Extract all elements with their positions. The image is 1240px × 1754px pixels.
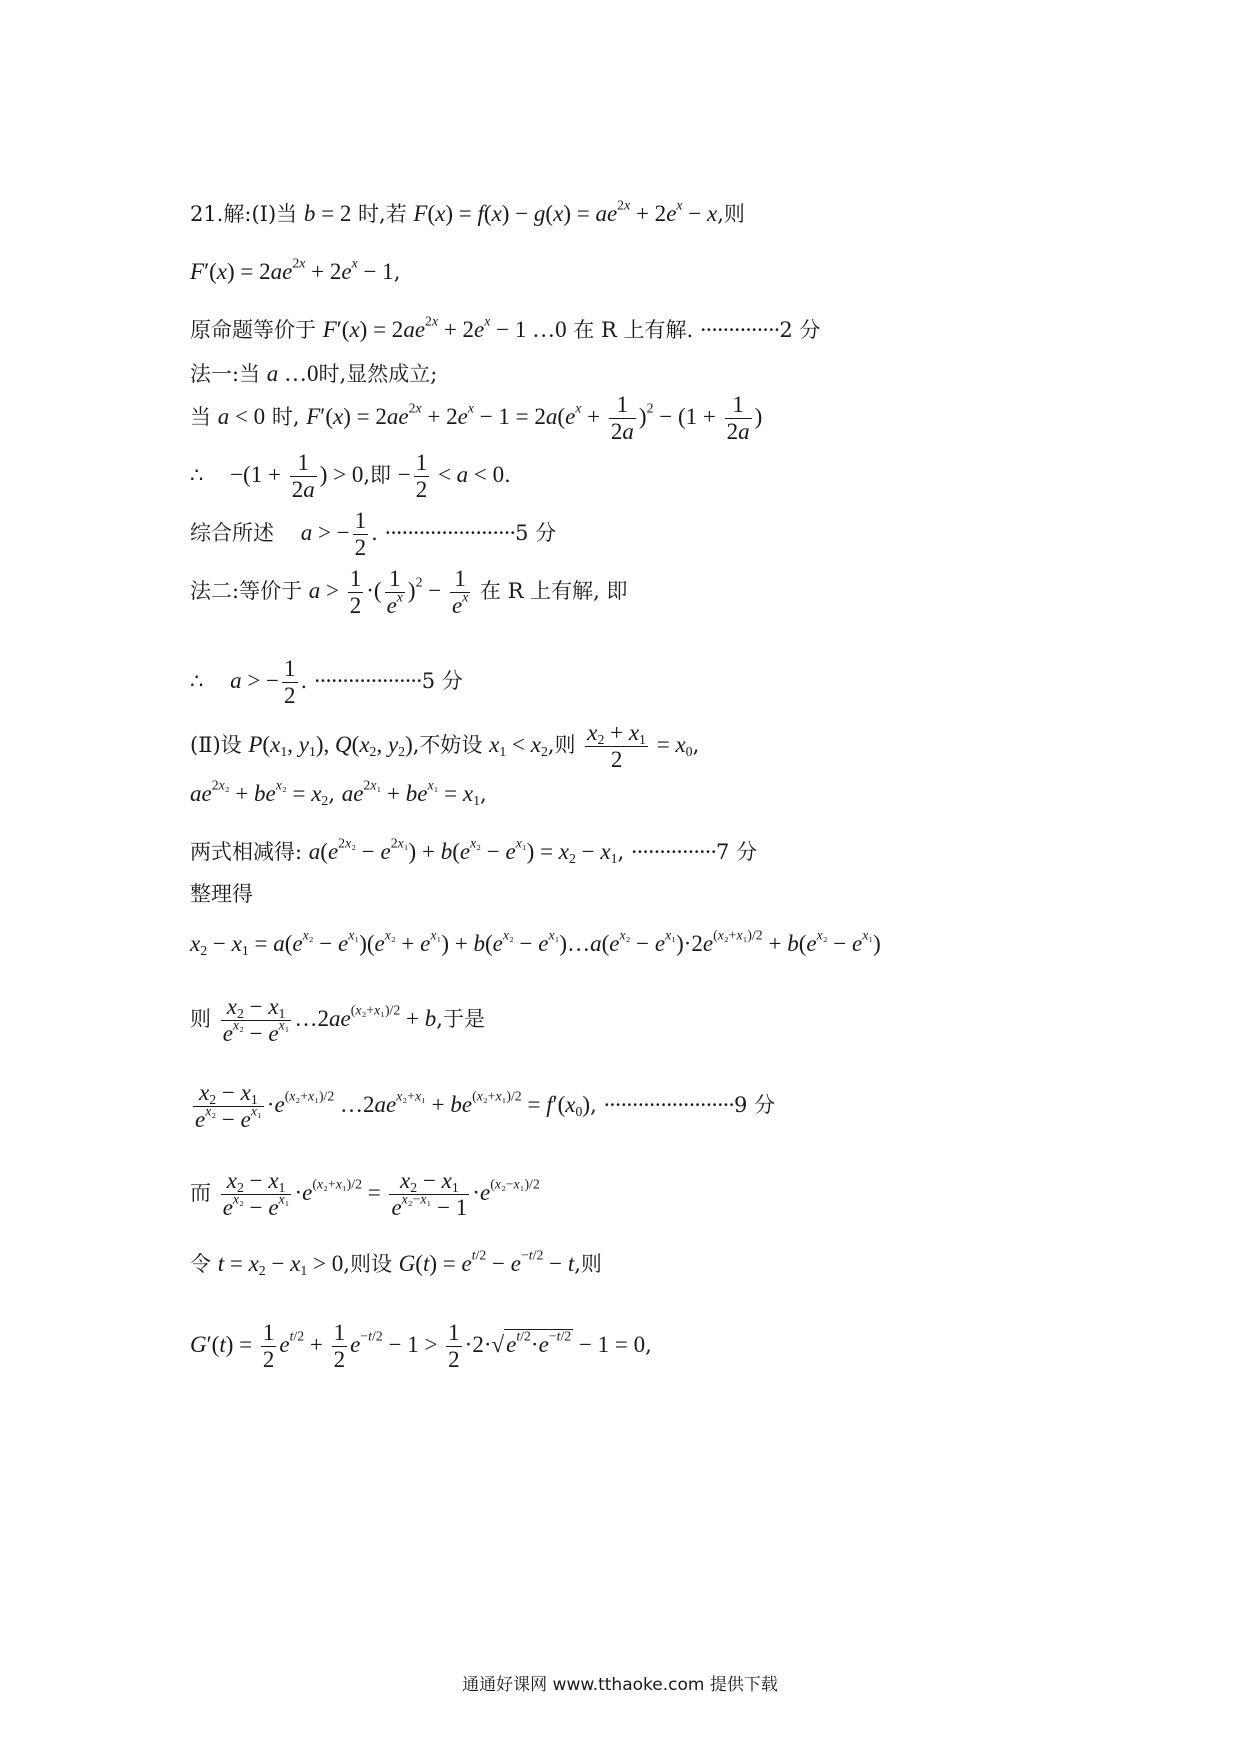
formula-a-geq-0: a …0 [266, 361, 319, 386]
line-subtract [190, 835, 758, 867]
score-leader: ······················· [384, 521, 516, 546]
line-arrange [190, 882, 253, 907]
formula-x1-lt-x2: $x_1 < x_2$ [489, 732, 548, 760]
text-comma: , [328, 782, 335, 806]
text-then: 则 [723, 202, 745, 226]
text-if: 若 [385, 202, 407, 226]
text-comma: , [645, 1333, 652, 1358]
text-comma: , [590, 1093, 597, 1118]
text-period: . [504, 463, 511, 488]
line-part2-intro [190, 720, 699, 774]
text-on-R: 在 R 上有解. [573, 318, 694, 342]
text-comma: , [436, 1007, 443, 1032]
solve-label: 解: [223, 202, 252, 226]
text-let: 令 [190, 1252, 211, 1276]
line-while [190, 1168, 540, 1222]
text-has-solution: 在 R 上有解, 即 [480, 579, 628, 604]
text-set: 设 [220, 733, 242, 758]
page-footer: 通通好课网 www.tthaoke.com 提供下载 [462, 1675, 778, 1695]
text-method2-prefix: 法二:等价于 [190, 579, 303, 604]
formula-condition: −(1 + $\frac{1}{2a}$ ) > 0 [230, 450, 364, 503]
text-time: 时, [271, 405, 300, 430]
line-part1-intro [190, 197, 745, 228]
formula-rewrite: $\frac{x_2 - x_1}{e^{x_2} - e^{x_1}}$ $\cdot e^{(x_2+x_1)/2}$ = $\frac{x_2 - x_1}{e^{x_2-x_1} - 1}$ $\cdot e^{(x_2-x_1)/2}$ [222, 1168, 540, 1221]
line-summary [190, 508, 556, 562]
formula-midpoint: $\frac{x_2 + x_1}{2}$ = $x_0$ [587, 720, 693, 773]
score-leader: ·············· [699, 318, 780, 342]
text-then: 则 [554, 733, 576, 758]
text-namely: 即 [370, 463, 392, 488]
problem-number: 21. [190, 202, 224, 226]
text-comma: , [393, 260, 401, 284]
formula-complete-square: $F'(x) = 2ae^{2x} + 2e^x - 1 = 2a(e^x$ + $\frac{1}{2a}$ )$^2$ − (1 + $\frac{1}{2a}$ ) [306, 392, 763, 445]
line-G-prime [190, 1320, 652, 1374]
formula-ratio: $\frac{x_2 - x_1}{e^{x_2} - e^{x_1}}$ $\dots 2ae^{(x_2+x_1)/2} + b$ [222, 994, 437, 1047]
line-a-negative [190, 392, 762, 446]
text-then: 则 [190, 1007, 211, 1032]
formula-range: − $\frac{1}{2}$ < a < 0 [397, 450, 505, 503]
text-then-set: ,则设 [343, 1252, 392, 1276]
formula-difference: $a(e^{2x_2} - e^{2x_1}) + b(e^{x_2} - e^{x_1}) = x_2 - x_1$ [308, 835, 618, 867]
text-subtract: 两式相减得: [190, 840, 303, 864]
text-comma: , [717, 202, 724, 226]
text-when: 当 [276, 202, 298, 226]
formula-expanded: $x_2 - x_1 = a(e^{x_2} - e^{x_1})(e^{x_2} + e^{x_1}) + b(e^{x_2}$ − $e^{x_1})\dots a(e^{x_2} - e^{x_1})\cdot 2e^{(x_2+x_1)/2} + b(e^{x_2} - e^{x_1})$ [190, 927, 881, 959]
line-therefore-1 [190, 450, 511, 504]
text-orig-prefix: 原命题等价于 [190, 318, 316, 342]
text-comma: , [617, 840, 625, 864]
score-2: 2 分 [779, 318, 821, 342]
line-therefore-2 [190, 656, 463, 710]
text-period: . [300, 669, 308, 694]
line-derivative [190, 255, 401, 286]
text-hence: 于是 [442, 1007, 485, 1032]
score-leader: ······················· [603, 1093, 734, 1118]
formula-a-result-2: a > − $\frac{1}{2}$ [230, 656, 296, 709]
line-equations [190, 777, 487, 809]
formula-method2: a > $\frac{1}{2}$ ·( $\frac{1}{e^x}$ )$^2$ − $\frac{1}{e^x}$ [308, 566, 469, 619]
text-comma: , [363, 463, 371, 488]
line-let-t [190, 1247, 602, 1279]
formula-eq-x1: $ae^{2x_1} + be^{x_1} = x_1$ [341, 777, 480, 809]
line-derivative-x0 [190, 1080, 775, 1134]
text-then: 则 [580, 1252, 602, 1276]
therefore-symbol: ∴ [190, 669, 204, 694]
score-7: 7 分 [716, 840, 758, 864]
line-method1 [190, 360, 437, 388]
text-comma: , [574, 1252, 581, 1276]
text-when: 当 [190, 405, 211, 430]
therefore-symbol: ∴ [190, 463, 204, 488]
score-5b: 5 分 [421, 669, 463, 694]
text-comma: , [692, 733, 700, 758]
text-comma: , [547, 733, 555, 758]
formula-F-def: $F(x) = f(x) - g(x) = ae^{2x} + 2e^x - x$ [413, 197, 718, 226]
formula-b-eq-2: b = 2 [303, 201, 352, 226]
line-expanded [190, 927, 881, 959]
formula-t-def: $t = x_2 - x_1 > 0$ [217, 1251, 344, 1279]
text-method1-prefix: 法一:当 [190, 362, 261, 386]
formula-f-prime-x0: $\frac{x_2 - x_1}{e^{x_2} - e^{x_1}}$ $\cdot e^{(x_2+x_1)/2}$ $\dots 2ae^{x_2+x_1} + be^{(x_2+x_1)/2} = f'(x_0)$ [195, 1080, 591, 1133]
text-method1-suffix: 时,显然成立; [318, 362, 438, 386]
text-period: . [371, 521, 378, 546]
formula-F-prime: $F'(x) = 2ae^{2x} + 2e^x - 1$ [190, 255, 394, 284]
part2-label: (Ⅱ) [190, 733, 221, 758]
score-5a: 5 分 [515, 521, 557, 546]
text-comma: , [480, 782, 487, 806]
line-ratio [190, 994, 485, 1048]
formula-a-lt-0: a < 0 [217, 404, 266, 430]
line-equivalent [190, 313, 821, 344]
line-method2 [190, 566, 628, 620]
score-9: 9 分 [734, 1093, 776, 1118]
text-arrange: 整理得 [190, 882, 253, 906]
text-wlog: ,不妨设 [412, 733, 483, 758]
formula-G-prime: G′(t) = $\frac{1}{2}$ $e^{t/2}$ + $\frac{1}{2}$ $e^{-t/2} - 1$ > $\frac{1}{2}$ $\cdot 2\cdot√e^{t/2}\cdot e^{-t/2} - 1 = 0$ [190, 1320, 646, 1373]
formula-points: $P(x_1$, $y_1$), $Q(x_2$, $y_2$) [248, 732, 413, 760]
formula-eq-x2: $ae^{2x_2} + be^{x_2} = x_2$ [190, 777, 329, 809]
formula-F-prime-geq: $F'(x) = 2ae^{2x} + 2e^x - 1$ …0 [322, 313, 567, 342]
text-summary: 综合所述 [190, 521, 274, 546]
part1-label: (Ⅰ) [251, 202, 277, 226]
score-leader: ··················· [313, 669, 422, 694]
text-while: 而 [190, 1181, 211, 1206]
text-time: 时, [358, 202, 386, 226]
formula-G-def: $G(t) = e^{t/2} - e^{-t/2} - t$ [398, 1247, 575, 1276]
score-leader: ··············· [630, 840, 717, 864]
formula-a-result-1: a > − $\frac{1}{2}$ [300, 508, 367, 561]
